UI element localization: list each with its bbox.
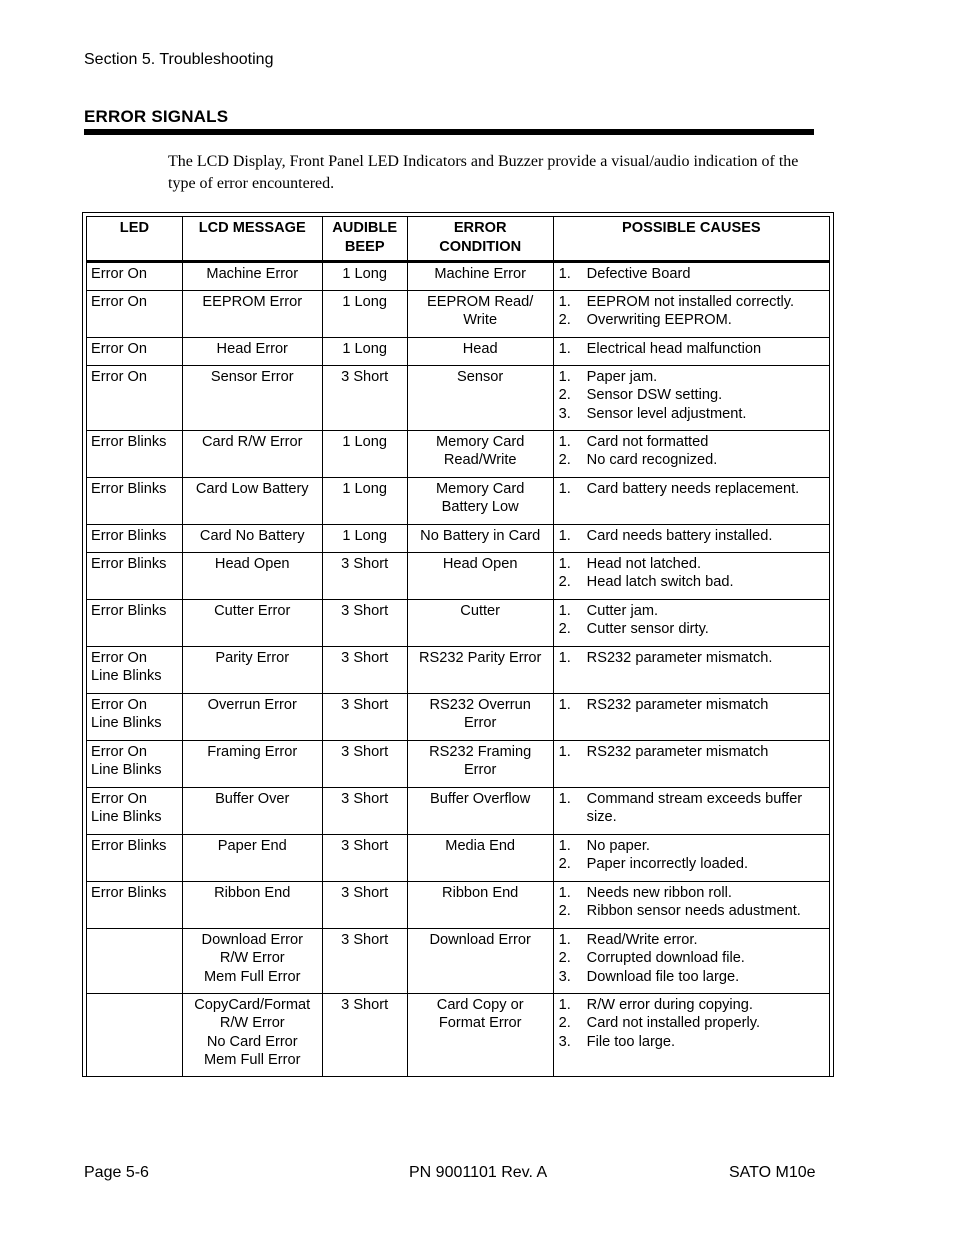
cell-led: Error On bbox=[87, 262, 183, 291]
cell-possible-causes bbox=[553, 928, 829, 993]
cell-possible-causes bbox=[553, 337, 829, 365]
cell-led: Error On Line Blinks bbox=[87, 740, 183, 787]
column-header-led: LED bbox=[87, 217, 183, 262]
table-row bbox=[87, 993, 830, 1076]
cell-audible-beep: 3 Short bbox=[322, 365, 407, 430]
table-row bbox=[87, 599, 830, 646]
table-row bbox=[87, 290, 830, 337]
cell-audible-beep: 3 Short bbox=[322, 787, 407, 834]
cell-led: Error On bbox=[87, 365, 183, 430]
cause-number: 2. bbox=[558, 312, 571, 328]
cause-text: EEPROM not installed correctly. bbox=[586, 293, 795, 310]
cell-possible-causes bbox=[553, 646, 829, 693]
cause-item bbox=[559, 1033, 825, 1052]
table-row bbox=[87, 646, 830, 693]
cause-item bbox=[559, 968, 825, 987]
cell-audible-beep: 1 Long bbox=[322, 430, 407, 477]
footer-part-number: PN 9001101 Rev. A bbox=[409, 1164, 548, 1181]
cause-text: RS232 parameter mismatch. bbox=[586, 649, 773, 666]
cause-text: Download file too large. bbox=[586, 968, 740, 985]
cause-number: 2. bbox=[558, 621, 571, 637]
cause-number: 2. bbox=[558, 856, 571, 872]
cell-audible-beep: 1 Long bbox=[322, 524, 407, 552]
cell-audible-beep: 3 Short bbox=[322, 740, 407, 787]
cell-error-condition: Download Error bbox=[407, 928, 553, 993]
cell-error-condition: No Battery in Card bbox=[407, 524, 553, 552]
cause-text: R/W error during copying. bbox=[586, 996, 753, 1013]
cause-item bbox=[559, 931, 825, 950]
cause-item bbox=[559, 555, 825, 574]
cell-error-condition: Buffer Overflow bbox=[407, 787, 553, 834]
cell-possible-causes bbox=[553, 693, 829, 740]
cause-item bbox=[559, 368, 825, 387]
cause-number: 1. bbox=[558, 743, 571, 760]
cause-number: 1. bbox=[558, 480, 571, 497]
cause-number: 1. bbox=[558, 433, 571, 450]
cause-number: 1. bbox=[558, 266, 571, 282]
cause-text: Card needs battery installed. bbox=[586, 527, 773, 544]
cause-number: 1. bbox=[558, 790, 571, 807]
cell-error-condition: Ribbon End bbox=[407, 881, 553, 928]
cell-lcd-message: Paper End bbox=[182, 834, 322, 881]
cause-number: 2. bbox=[558, 387, 571, 403]
cell-lcd-message: Download Error R/W Error Mem Full Error bbox=[182, 928, 322, 993]
cause-item bbox=[559, 996, 825, 1015]
column-header-lcd-message: LCD MESSAGE bbox=[182, 217, 322, 262]
table-row bbox=[87, 477, 830, 524]
cause-text: Corrupted download file. bbox=[586, 950, 745, 966]
cause-item bbox=[559, 1014, 825, 1033]
cause-text: Card battery needs replacement. bbox=[586, 480, 800, 497]
cause-text: Head latch switch bad. bbox=[586, 574, 734, 590]
cell-led: Error Blinks bbox=[87, 881, 183, 928]
cell-audible-beep: 3 Short bbox=[322, 693, 407, 740]
cause-item bbox=[559, 573, 825, 592]
cause-number: 1. bbox=[558, 884, 571, 901]
table-row bbox=[87, 834, 830, 881]
cause-number: 2. bbox=[558, 950, 571, 966]
table-row bbox=[87, 787, 830, 834]
cell-error-condition: Cutter bbox=[407, 599, 553, 646]
cell-possible-causes bbox=[553, 834, 829, 881]
cause-number: 2. bbox=[558, 1015, 571, 1031]
cell-error-condition: Head Open bbox=[407, 552, 553, 599]
cell-audible-beep: 3 Short bbox=[322, 646, 407, 693]
cause-number: 1. bbox=[558, 340, 571, 357]
table-row bbox=[87, 337, 830, 365]
cause-item bbox=[559, 649, 825, 668]
cell-audible-beep: 3 Short bbox=[322, 993, 407, 1076]
cell-lcd-message: Card Low Battery bbox=[182, 477, 322, 524]
cell-possible-causes bbox=[553, 524, 829, 552]
table-row bbox=[87, 430, 830, 477]
column-header-error-condition bbox=[407, 217, 553, 262]
cause-item bbox=[559, 480, 825, 499]
table-row bbox=[87, 881, 830, 928]
cell-possible-causes bbox=[553, 262, 829, 291]
cell-error-condition: Head bbox=[407, 337, 553, 365]
cause-item bbox=[559, 855, 825, 874]
column-header-possible-causes: POSSIBLE CAUSES bbox=[553, 217, 829, 262]
cause-item bbox=[559, 902, 825, 921]
cell-audible-beep: 3 Short bbox=[322, 552, 407, 599]
cause-number: 1. bbox=[558, 602, 571, 619]
cell-led: Error Blinks bbox=[87, 430, 183, 477]
cause-item bbox=[559, 265, 825, 284]
cell-lcd-message: Card R/W Error bbox=[182, 430, 322, 477]
cause-number: 2. bbox=[558, 903, 571, 919]
cause-text: Paper jam. bbox=[586, 368, 658, 385]
cell-possible-causes bbox=[553, 993, 829, 1076]
cell-possible-causes bbox=[553, 740, 829, 787]
cause-text: Card not installed properly. bbox=[586, 1015, 760, 1031]
cause-text: Card not formatted bbox=[586, 433, 709, 450]
table-header-row bbox=[87, 217, 830, 262]
cell-error-condition: Sensor bbox=[407, 365, 553, 430]
cell-led: Error On bbox=[87, 290, 183, 337]
footer-page-number: Page 5-6 bbox=[84, 1164, 149, 1181]
cause-item bbox=[559, 884, 825, 903]
intro-paragraph: The LCD Display, Front Panel LED Indicators and Buzzer provide a visual/audio indication of the type of error encountered. bbox=[168, 153, 799, 192]
cell-possible-causes bbox=[553, 365, 829, 430]
column-header-audible-beep-label: AUDIBLE BEEP bbox=[332, 220, 398, 255]
cause-text: RS232 parameter mismatch bbox=[586, 696, 769, 713]
cell-led: Error On Line Blinks bbox=[87, 646, 183, 693]
error-signals-table-frame bbox=[82, 212, 834, 1077]
cause-text: Overwriting EEPROM. bbox=[586, 312, 732, 328]
cause-text: No paper. bbox=[586, 837, 650, 854]
cell-lcd-message: CopyCard/Format R/W Error No Card Error Mem Full Error bbox=[182, 993, 322, 1076]
cause-item bbox=[559, 790, 825, 827]
cell-audible-beep: 3 Short bbox=[322, 599, 407, 646]
cell-lcd-message: Card No Battery bbox=[182, 524, 322, 552]
cell-lcd-message: Cutter Error bbox=[182, 599, 322, 646]
cause-number: 1. bbox=[558, 649, 571, 666]
cause-item bbox=[559, 743, 825, 762]
cause-item bbox=[559, 620, 825, 639]
table-row bbox=[87, 740, 830, 787]
cause-number: 3. bbox=[558, 1033, 571, 1050]
cell-error-condition: Media End bbox=[407, 834, 553, 881]
cell-led: Error Blinks bbox=[87, 477, 183, 524]
cell-error-condition: Memory Card Battery Low bbox=[407, 477, 553, 524]
cause-text: Command stream exceeds buffer size. bbox=[586, 790, 803, 825]
cell-led bbox=[87, 993, 183, 1076]
cell-led: Error Blinks bbox=[87, 552, 183, 599]
title-rule bbox=[84, 129, 814, 135]
table-row bbox=[87, 262, 830, 291]
cell-lcd-message: Parity Error bbox=[182, 646, 322, 693]
cell-possible-causes bbox=[553, 477, 829, 524]
cell-lcd-message: Head Open bbox=[182, 552, 322, 599]
section-header: Section 5. Troubleshooting bbox=[84, 51, 274, 68]
cell-audible-beep: 1 Long bbox=[322, 262, 407, 291]
page-title: ERROR SIGNALS bbox=[84, 107, 229, 126]
cell-led bbox=[87, 928, 183, 993]
cause-text: Paper incorrectly loaded. bbox=[586, 856, 749, 872]
cell-audible-beep: 3 Short bbox=[322, 881, 407, 928]
cell-audible-beep: 1 Long bbox=[322, 290, 407, 337]
cause-text: Cutter sensor dirty. bbox=[586, 621, 709, 637]
cell-led: Error On Line Blinks bbox=[87, 787, 183, 834]
cause-item bbox=[559, 451, 825, 470]
cell-audible-beep: 3 Short bbox=[322, 928, 407, 993]
cause-text: Needs new ribbon roll. bbox=[586, 884, 732, 901]
cause-number: 1. bbox=[558, 293, 571, 310]
error-signals-table bbox=[86, 216, 830, 1077]
cause-item bbox=[559, 696, 825, 715]
cell-audible-beep: 1 Long bbox=[322, 477, 407, 524]
cell-lcd-message: Buffer Over bbox=[182, 787, 322, 834]
cause-number: 1. bbox=[558, 837, 571, 854]
cause-text: File too large. bbox=[586, 1033, 676, 1050]
cause-number: 1. bbox=[558, 696, 571, 713]
cell-error-condition: Machine Error bbox=[407, 262, 553, 291]
cause-item bbox=[559, 837, 825, 856]
cause-text: Cutter jam. bbox=[586, 602, 659, 619]
cause-item bbox=[559, 433, 825, 452]
cause-number: 3. bbox=[558, 405, 571, 422]
cell-lcd-message: Sensor Error bbox=[182, 365, 322, 430]
footer-model: SATO M10e bbox=[729, 1164, 816, 1181]
cause-number: 1. bbox=[558, 368, 571, 385]
cause-item bbox=[559, 311, 825, 330]
cause-number: 1. bbox=[558, 555, 571, 572]
cause-number: 1. bbox=[558, 527, 571, 544]
table-row bbox=[87, 524, 830, 552]
cell-led: Error Blinks bbox=[87, 599, 183, 646]
cell-possible-causes bbox=[553, 430, 829, 477]
cell-led: Error Blinks bbox=[87, 524, 183, 552]
cell-audible-beep: 3 Short bbox=[322, 834, 407, 881]
cell-lcd-message: Overrun Error bbox=[182, 693, 322, 740]
table-row bbox=[87, 365, 830, 430]
cell-error-condition: RS232 Parity Error bbox=[407, 646, 553, 693]
cause-item bbox=[559, 340, 825, 359]
cause-item bbox=[559, 293, 825, 312]
table-body bbox=[87, 262, 830, 1077]
cause-number: 1. bbox=[558, 931, 571, 948]
table-row bbox=[87, 693, 830, 740]
cell-error-condition: Card Copy or Format Error bbox=[407, 993, 553, 1076]
cell-lcd-message: Framing Error bbox=[182, 740, 322, 787]
table-row bbox=[87, 552, 830, 599]
cause-item bbox=[559, 386, 825, 405]
cause-text: Defective Board bbox=[586, 266, 691, 282]
cause-number: 2. bbox=[558, 452, 571, 468]
cell-led: Error Blinks bbox=[87, 834, 183, 881]
cause-number: 1. bbox=[558, 996, 571, 1013]
cause-text: Read/Write error. bbox=[586, 931, 698, 948]
column-header-audible-beep bbox=[322, 217, 407, 262]
cause-text: Sensor level adjustment. bbox=[586, 405, 747, 422]
cause-item bbox=[559, 602, 825, 621]
cell-lcd-message: Ribbon End bbox=[182, 881, 322, 928]
cause-item bbox=[559, 405, 825, 424]
cell-possible-causes bbox=[553, 881, 829, 928]
cause-text: Sensor DSW setting. bbox=[586, 387, 723, 403]
cause-item bbox=[559, 949, 825, 968]
cell-error-condition: EEPROM Read/ Write bbox=[407, 290, 553, 337]
cell-possible-causes bbox=[553, 552, 829, 599]
cause-text: Electrical head malfunction bbox=[586, 340, 762, 357]
cell-error-condition: RS232 Overrun Error bbox=[407, 693, 553, 740]
cause-item bbox=[559, 527, 825, 546]
cell-error-condition: Memory Card Read/Write bbox=[407, 430, 553, 477]
cell-led: Error On Line Blinks bbox=[87, 693, 183, 740]
cause-text: Ribbon sensor needs adustment. bbox=[586, 903, 801, 919]
cell-lcd-message: EEPROM Error bbox=[182, 290, 322, 337]
cause-text: Head not latched. bbox=[586, 555, 702, 572]
cause-text: RS232 parameter mismatch bbox=[586, 743, 769, 760]
cell-lcd-message: Head Error bbox=[182, 337, 322, 365]
cause-text: No card recognized. bbox=[586, 452, 718, 468]
cell-led: Error On bbox=[87, 337, 183, 365]
table-row bbox=[87, 928, 830, 993]
cell-possible-causes bbox=[553, 290, 829, 337]
cause-number: 2. bbox=[558, 574, 571, 590]
column-header-error-condition-label: ERROR CONDITION bbox=[439, 220, 522, 255]
cell-possible-causes bbox=[553, 599, 829, 646]
cell-audible-beep: 1 Long bbox=[322, 337, 407, 365]
cause-number: 3. bbox=[558, 968, 571, 985]
cell-possible-causes bbox=[553, 787, 829, 834]
cell-lcd-message: Machine Error bbox=[182, 262, 322, 291]
cell-error-condition: RS232 Framing Error bbox=[407, 740, 553, 787]
